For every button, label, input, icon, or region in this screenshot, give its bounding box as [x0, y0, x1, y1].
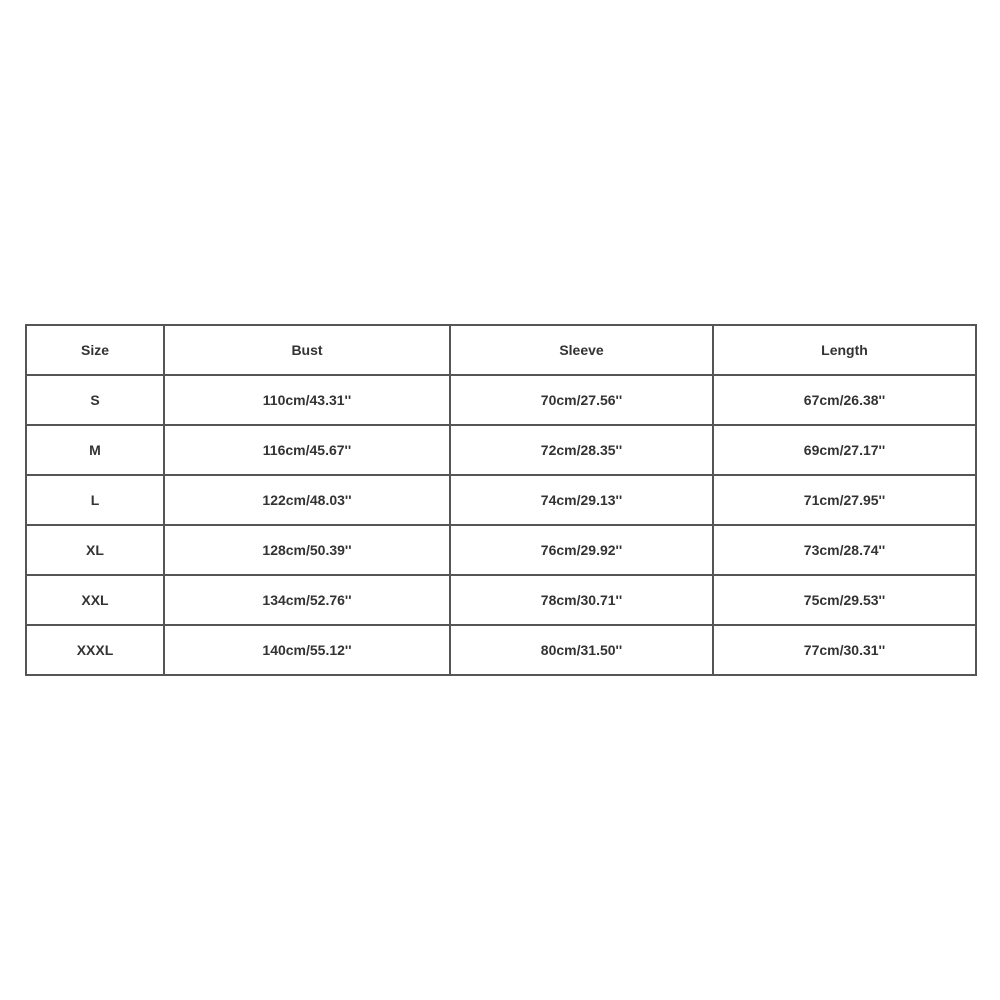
cell-sleeve: 80cm/31.50''	[450, 625, 713, 675]
cell-length: 73cm/28.74''	[713, 525, 976, 575]
cell-length: 77cm/30.31''	[713, 625, 976, 675]
header-length: Length	[713, 325, 976, 375]
table-row	[26, 625, 976, 675]
cell-sleeve: 78cm/30.71''	[450, 575, 713, 625]
cell-size: M	[26, 425, 164, 475]
cell-length: 71cm/27.95''	[713, 475, 976, 525]
cell-sleeve: 76cm/29.92''	[450, 525, 713, 575]
cell-bust: 140cm/55.12''	[164, 625, 450, 675]
header-sleeve: Sleeve	[450, 325, 713, 375]
cell-size: S	[26, 375, 164, 425]
cell-length: 69cm/27.17''	[713, 425, 976, 475]
table-row	[26, 425, 976, 475]
cell-sleeve: 70cm/27.56''	[450, 375, 713, 425]
table-row	[26, 575, 976, 625]
header-bust: Bust	[164, 325, 450, 375]
cell-size: L	[26, 475, 164, 525]
header-size: Size	[26, 325, 164, 375]
cell-bust: 134cm/52.76''	[164, 575, 450, 625]
table-row	[26, 525, 976, 575]
cell-bust: 110cm/43.31''	[164, 375, 450, 425]
cell-bust: 128cm/50.39''	[164, 525, 450, 575]
cell-length: 75cm/29.53''	[713, 575, 976, 625]
cell-size: XXXL	[26, 625, 164, 675]
cell-size: XL	[26, 525, 164, 575]
size-chart-table	[25, 324, 977, 676]
cell-bust: 122cm/48.03''	[164, 475, 450, 525]
cell-sleeve: 74cm/29.13''	[450, 475, 713, 525]
cell-length: 67cm/26.38''	[713, 375, 976, 425]
cell-bust: 116cm/45.67''	[164, 425, 450, 475]
table-row	[26, 375, 976, 425]
cell-sleeve: 72cm/28.35''	[450, 425, 713, 475]
table-row	[26, 475, 976, 525]
cell-size: XXL	[26, 575, 164, 625]
header-row	[26, 325, 976, 375]
